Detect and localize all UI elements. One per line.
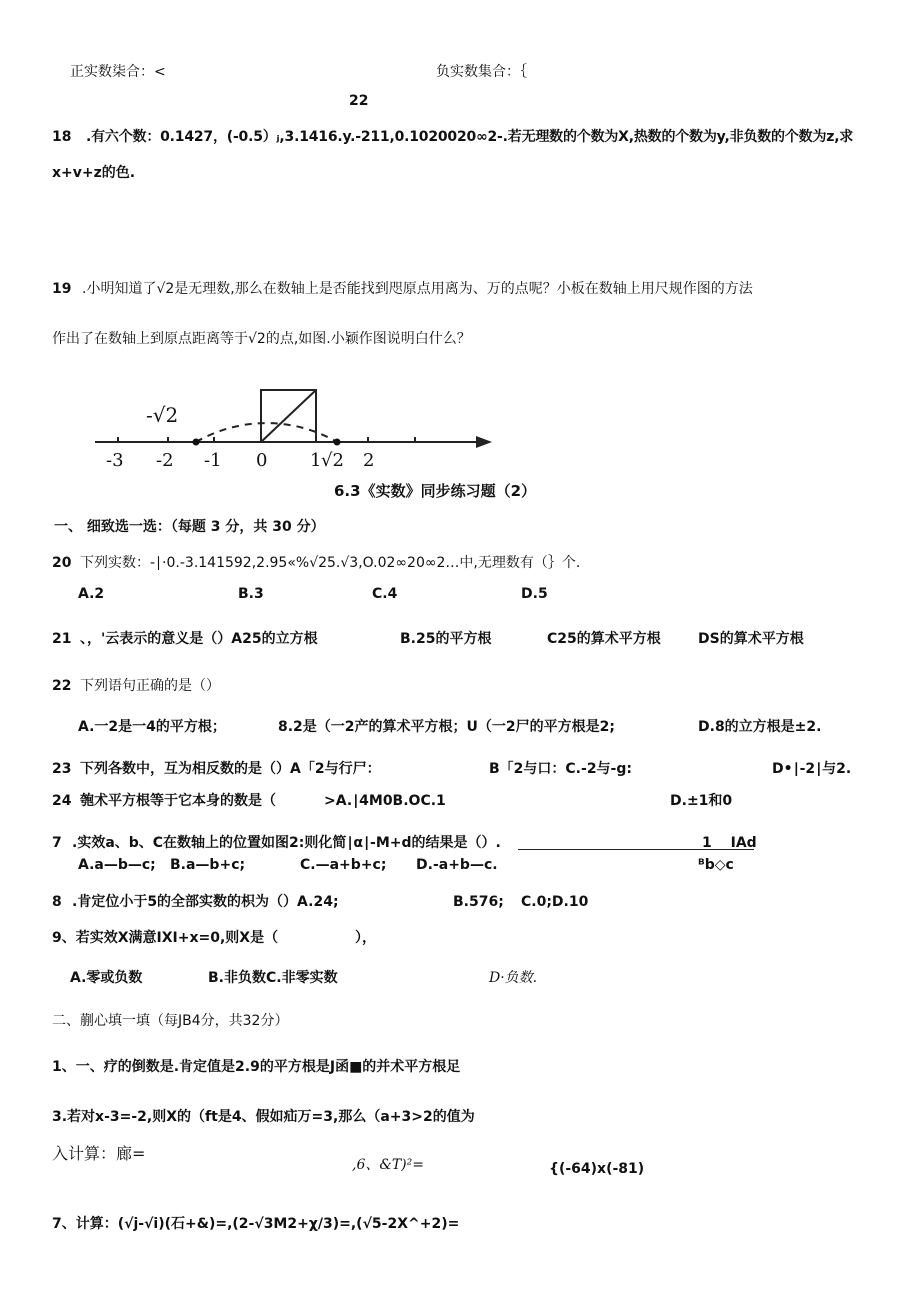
q23-number: 23 <box>52 761 72 777</box>
q21-option-c: C25的算术平方根 <box>547 631 661 647</box>
q22-option-a: A.一2是一4的平方根； <box>78 719 226 735</box>
point-sqrt2 <box>334 439 341 446</box>
q20-option-a: A.2 <box>78 586 105 602</box>
label-neg-sqrt2: -√2 <box>146 403 179 427</box>
q8-option-b: B.576; <box>453 894 504 910</box>
fill-5-compute: 入计算：廊= <box>52 1144 146 1163</box>
q19-line1: .小明知道了√2是无理数,那么在数轴上是否能找到咫原点用离为、万的点呢？小板在数轴上用尺规作图的方法 <box>82 281 753 297</box>
fill-5-right: {(-64)x(-81) <box>549 1161 645 1177</box>
tick-label-neg3: -3 <box>106 450 124 471</box>
q18-line1: .有六个数：0.1427，(-0.5）ⱼ,3.1416.y.-211,0.1020020∞2-.若无理数的个数为X,热数的个数为y,非负数的个数为z,求 <box>86 129 854 145</box>
q8-number: 8 <box>52 894 62 910</box>
part2-heading: 二、蒯心填一填（每JB4分，共32分） <box>52 1013 289 1029</box>
q24-text: 匏术平方根等于它本身的数是（ <box>80 793 276 809</box>
q7a-figure-bottom: ᴮb◇c <box>698 857 734 873</box>
q19-line2: 作出了在数轴上到原点距离等于√2的点,如图.小颖作图说明白什么？ <box>52 331 471 347</box>
q8-option-cd: C.0;D.10 <box>521 894 589 910</box>
q20-option-c: C.4 <box>372 586 398 602</box>
q18-number: 18 <box>52 129 72 145</box>
label-sqrt2: √2 <box>321 450 344 471</box>
q21-option-b: B.25的平方根 <box>400 631 492 647</box>
number-line-figure <box>90 360 510 485</box>
q21-option-d: DS的算术平方根 <box>698 631 804 647</box>
tick-label-0: 0 <box>256 450 268 471</box>
q7a-option-a: A.a—b—c; <box>78 857 156 873</box>
q9-close-paren: ）， <box>355 930 376 946</box>
axis-arrow <box>476 436 492 448</box>
q21-text: 、，'云表示的意义是（）A25的立方根 <box>80 631 318 647</box>
q24-options: >A.∣4M0B.OC.1 <box>324 793 446 809</box>
point-neg-sqrt2 <box>193 439 200 446</box>
q23-option-d: D•∣-2∣与2. <box>772 761 852 777</box>
tick-label-neg2: -2 <box>156 450 174 471</box>
fill-1: 1、一、疗的倒数是.肯定值是2.9的平方根是J函■的并术平方根足 <box>52 1059 461 1075</box>
negative-real-set-label: 负实数集合：｛ <box>436 64 527 80</box>
q22-number: 22 <box>52 678 72 694</box>
fill-5-middle: ,6、&T)²= <box>352 1157 424 1173</box>
q9-option-d: D·负数. <box>489 970 538 986</box>
q7a-option-d: D.-a+b—c. <box>416 857 498 873</box>
part1-heading: 一、 细致选一选：（每题 3 分，共 30 分） <box>54 519 325 535</box>
q24-option-d: D.±1和0 <box>670 793 733 809</box>
q21-number: 21 <box>52 631 72 647</box>
tick-label-1: 1 <box>310 450 322 471</box>
q9-option-a: A.零或负数 <box>70 970 143 986</box>
q19-number: 19 <box>52 281 72 297</box>
fill-7: 7、计算：(√j-√i)(石+&)=,(2-√3M2+χ/3)=,(√5-2X^+2)= <box>52 1216 460 1232</box>
tick-label-2: 2 <box>363 450 375 471</box>
q23-option-b: B「2与口：C.-2与-g: <box>489 761 632 777</box>
section-title: 6.3《实数》同步练习题（2） <box>334 482 537 500</box>
positive-real-set-label: 正实数柒合：< <box>70 64 166 80</box>
q20-option-d: D.5 <box>521 586 548 602</box>
q23-text: 下列各数中，互为相反数的是（）A「2与行尸： <box>80 761 381 777</box>
tick-label-neg1: -1 <box>204 450 222 471</box>
q7a-figure-top: 1 IAd <box>702 835 757 851</box>
q22-option-d: D.8的立方根是±2. <box>698 719 822 735</box>
fill-3: 3.若对x-3=-2,则X的（ft是4、假如疝万=3,那么（a+3>2的值为 <box>52 1109 475 1125</box>
square-diagonal <box>261 390 316 442</box>
q22-text: 下列语句正确的是（） <box>80 678 220 694</box>
q20-number: 20 <box>52 555 72 571</box>
fraction-22: 22 <box>349 93 369 109</box>
q7a-option-c: C.—a+b+c; <box>300 857 387 873</box>
q20-option-b: B.3 <box>238 586 264 602</box>
q18-line2: x+v+z的色. <box>52 165 136 181</box>
q24-number: 24 <box>52 793 72 809</box>
q9-option-bc: B.非负数C.非零实数 <box>208 970 338 986</box>
q22-option-b: 8.2是（一2产的算术平方根；U（一2尸的平方根是2; <box>278 719 615 735</box>
q8-text: .肯定位小于5的全部实数的枳为（）A.24; <box>72 894 339 910</box>
q9-text: 9、若实效X满意IXI+x=0,则X是（ <box>52 930 279 946</box>
q7a-option-b: B.a—b+c; <box>170 857 246 873</box>
q7a-text: .实效a、b、C在数轴上的位置如图2:则化简∣α∣-M+d的结果是（）. <box>72 835 501 851</box>
q20-text: 下列实数：-∣·0.-3.141592,2.95«%√25.√3,O.02∞20∞2…中,无理数有（｝个. <box>80 555 581 571</box>
q7a-number: 7 <box>52 835 62 851</box>
